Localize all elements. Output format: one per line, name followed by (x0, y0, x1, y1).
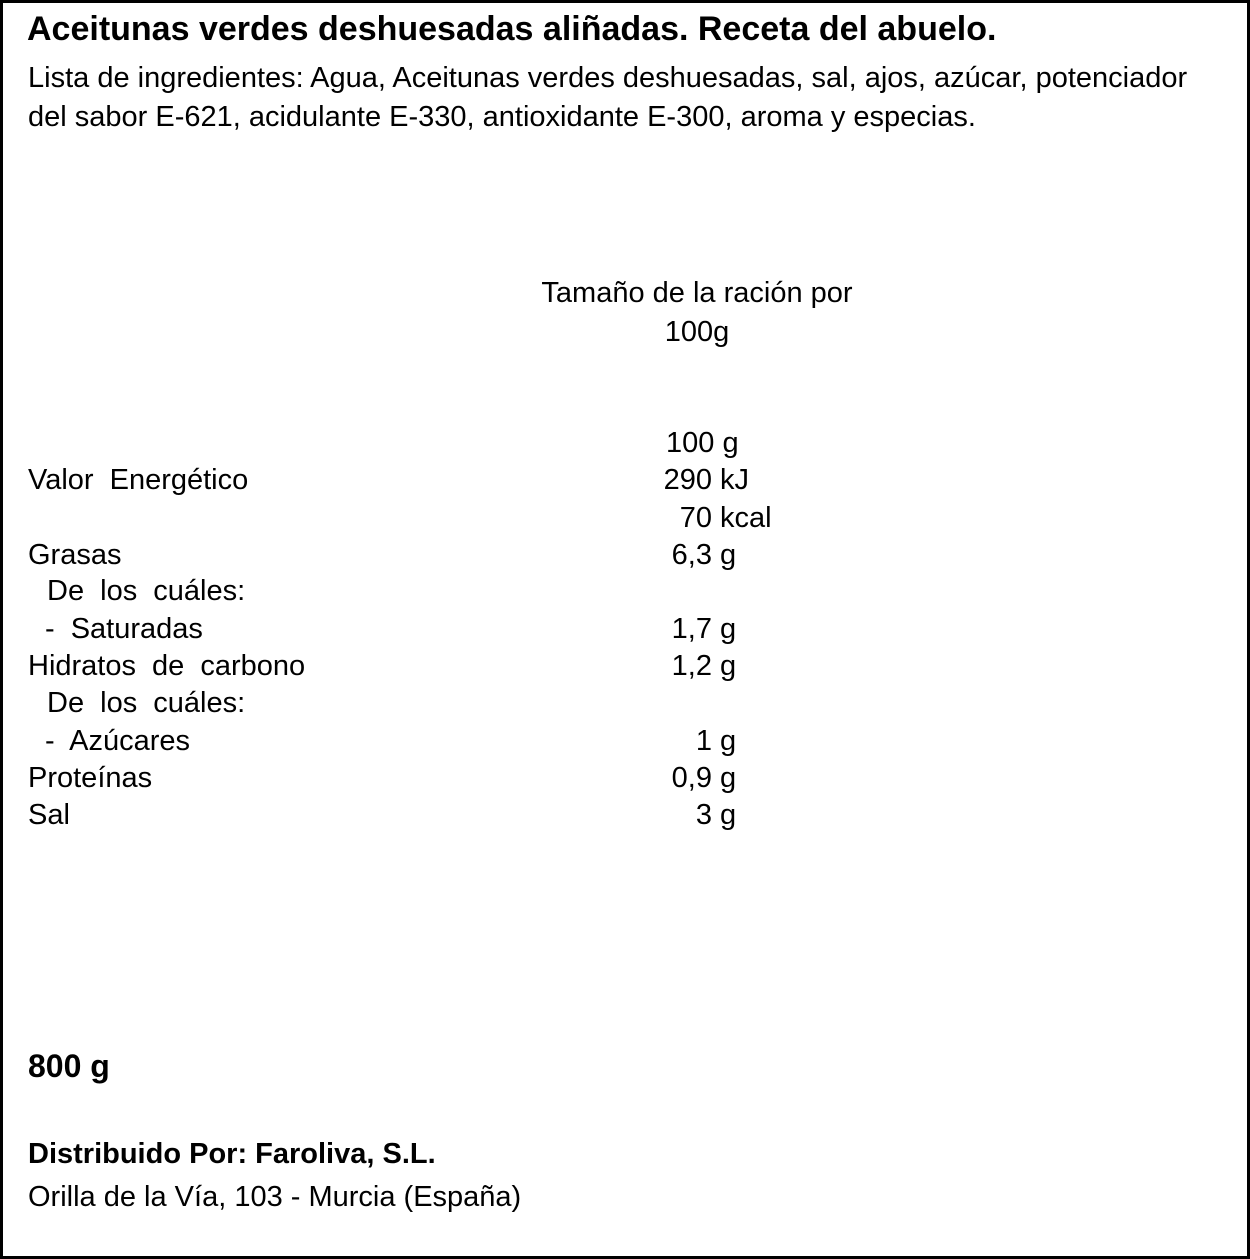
saturated-unit: g (720, 613, 737, 645)
fat-label: Grasas (28, 539, 122, 571)
saturated-value: 1,7 (671, 613, 712, 645)
sugars-label: - Azúcares (45, 725, 190, 757)
energy-label: Valor Energético (28, 464, 249, 496)
energy-kcal-unit: kcal (720, 502, 772, 534)
serving-size-line2: 100g (664, 316, 730, 348)
distributor-address: Orilla de la Vía, 103 - Murcia (España) (28, 1181, 522, 1213)
protein-label: Proteínas (28, 762, 153, 794)
ingredients-list: Lista de ingredientes: Agua, Aceitunas verdes deshuesadas, sal, ajos, azúcar, potenciador del sabor E-621, acidulante E-330, antioxidante E-300, aroma y especias. (28, 62, 1188, 133)
net-weight: 800 g (28, 1048, 110, 1084)
sugars-value: 1 (695, 725, 712, 757)
salt-label: Sal (28, 799, 70, 831)
fat-unit: g (720, 539, 737, 571)
nutrition-column-header: 100 g (666, 427, 739, 459)
carbs-value: 1,2 (671, 650, 712, 682)
product-title: Aceitunas verdes deshuesadas aliñadas. Receta del abuelo. (27, 10, 997, 48)
fat-sub-label: De los cuáles: (47, 575, 246, 607)
saturated-label: - Saturadas (45, 613, 203, 645)
protein-value: 0,9 (671, 762, 712, 794)
serving-size-line1: Tamaño de la ración por (541, 277, 853, 309)
energy-kj-unit: kJ (720, 464, 749, 496)
salt-value: 3 (695, 799, 712, 831)
energy-kj-value: 290 (663, 464, 712, 496)
salt-unit: g (720, 799, 737, 831)
protein-unit: g (720, 762, 737, 794)
carbs-label: Hidratos de carbono (28, 650, 306, 682)
sugars-unit: g (720, 725, 737, 757)
fat-value: 6,3 (671, 539, 712, 571)
carbs-unit: g (720, 650, 737, 682)
carbs-sub-label: De los cuáles: (47, 687, 246, 719)
energy-kcal-value: 70 (679, 502, 712, 534)
distributor-name: Distribuido Por: Faroliva, S.L. (28, 1138, 436, 1170)
